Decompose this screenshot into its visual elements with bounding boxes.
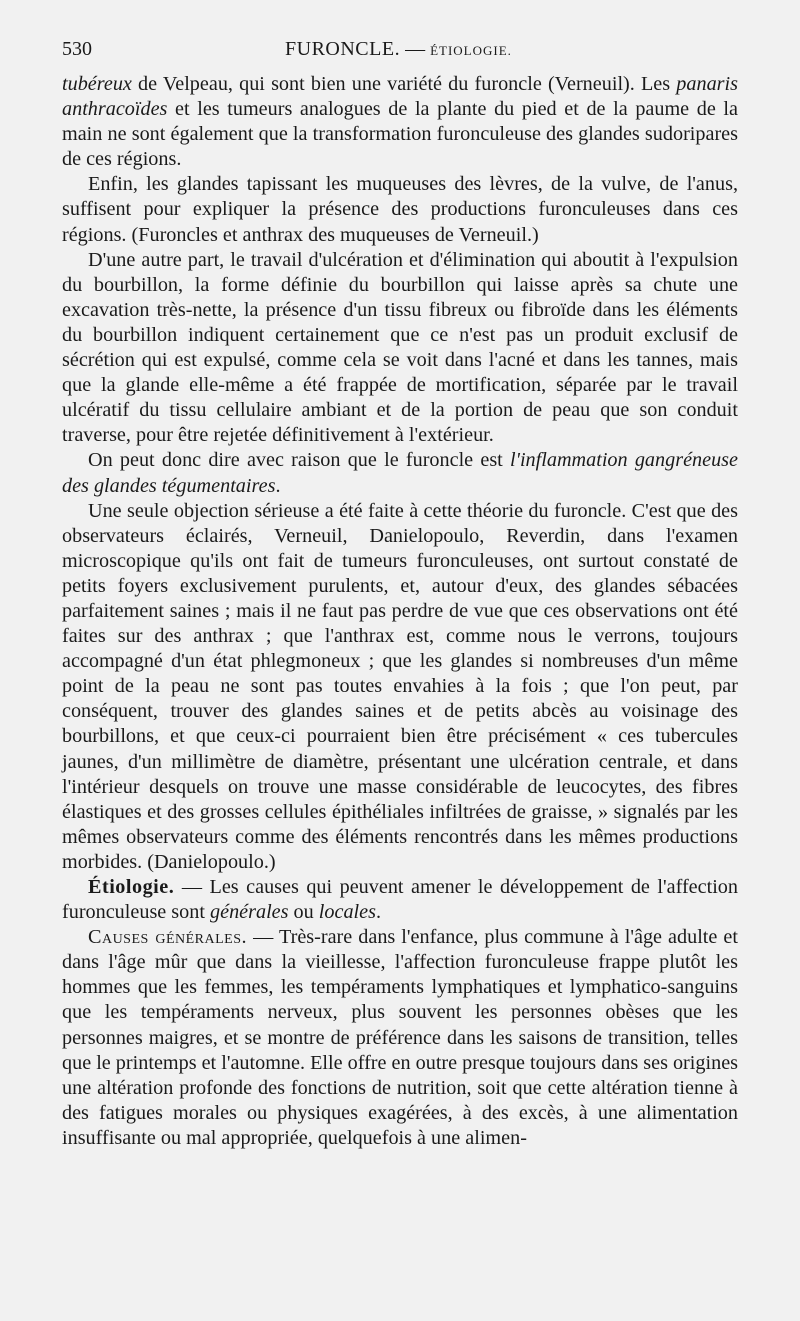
subsection-heading: Causes générales. — [88, 926, 248, 949]
paragraph — [62, 172, 738, 247]
text-run: On peut donc dire avec raison que le furoncle est — [88, 449, 511, 472]
text-run: Une seule objection sérieuse a été faite à cette théorie du furoncle. C'est que des observateurs éclairés, Verneuil, Danielopoulo, Reverdin, dans l'examen microscopique qu'ils ont fait de tumeurs furonculeuses, ont surtout constaté de petits foyers exclusivement purulents, et, autour d'eux, des glandes sébacées parfaitement saines ; mais il ne faut pas perdre de vue que ces observations ont été faites sur des anthrax ; que l'anthrax est, comme nous le verrons, toujours accompagné d'un état phlegmoneux ; que les glandes si nombreuses d'un même point de la peau ne sont pas toutes envahies à la fois ; que l'on peut, par conséquent, trouver des glandes saines et de petits abcès au voisinage des bourbillons, et que ceux-ci pourraient bien être précisément « ces tubercules jaunes, d'un millimètre de diamètre, présentant une ulcération centrale, et dans l'intérieur desquels on trouve une masse considérable de leucocytes, des fibres élastiques et des grosses cellules épithéliales infiltrées de graisse, » signalés par les mêmes observateurs comme des éléments rencontrés dans les mêmes productions morbides. (Danielopoulo.) — [62, 499, 738, 873]
italic-text: tubéreux — [62, 73, 132, 95]
page-number: 530 — [62, 38, 92, 60]
text-run: . — [375, 901, 382, 924]
text-run: — Les causes qui peuvent amener le développement de l'affection furonculeuse sont — [62, 876, 738, 924]
chapter-title: FURONCLE. — [285, 38, 401, 60]
text-run: de Velpeau, qui sont bien une variété du furoncle (Verneuil). Les — [131, 73, 677, 95]
paragraph — [62, 248, 738, 449]
body-text — [62, 72, 738, 1151]
text-run: Enfin, les glandes tapissant les muqueuses des lèvres, de la vulve, de l'anus, suffisent pour expliquer la présence des productions furonculeuses dans ces régions. (Furoncles et anthrax des muqueuses de Verneuil.) — [62, 173, 738, 246]
paragraph — [62, 448, 738, 498]
paragraph — [62, 875, 738, 925]
text-run: — Très-rare dans l'enfance, plus commune à l'âge adulte et dans l'âge mûr que dans la vieillesse, l'affection furonculeuse frappe plutôt les hommes que les femmes, les tempéraments lymphatiques et lymphatico-sanguins que les tempéraments nerveux, plus souvent les personnes obèses que les personnes maigres, et se montre de préférence dans les saisons de transition, telles que le printemps et l'automne. Elle offre en outre presque toujours dans ses origines une altération profonde des fonctions de nutrition, soit que cette altération tienne à des fatigues morales ou physiques exagérées, à des excès, à une alimentation insuffisante ou mal appropriée, quelquefois à une alimen- — [62, 926, 739, 1149]
running-title — [152, 38, 738, 61]
text-run: D'une autre part, le travail d'ulcération et d'élimination qui aboutit à l'expulsion du bourbillon, la forme définie du bourbillon qui laisse après sa chute une excavation très-nette, la présence d'un tissu fibreux ou fibroïde dans les éléments du bourbillon indiquent certainement que ce n'est pas un produit exclusif de sécrétion qui est expulsé, comme cela se voit dans l'acné et dans les tannes, mais que la glande elle-même a été frappée de mortification, séparée par le travail ulcératif du tissu cellulaire ambiant et de la portion de peau que son conduit traverse, pour être rejetée définitivement à l'extérieur. — [62, 248, 738, 447]
italic-text: l'inflammation gangréneuse des glandes tégumentaires — [62, 449, 738, 497]
italic-text: locales — [318, 901, 376, 924]
section-heading: Étiologie. — [88, 876, 175, 898]
text-run: ou — [288, 901, 319, 924]
text-run: et les tumeurs analogues de la plante du pied et de la paume de la main ne sont également que la transformation furonculeuse des glandes sudoripares de ces régions. — [62, 98, 738, 171]
paragraph — [62, 72, 738, 172]
paragraph — [62, 499, 738, 875]
title-dash: — — [400, 38, 431, 60]
section-title: ÉTIOLOGIE. — [430, 43, 512, 58]
italic-text: panaris anthracoïdes — [62, 73, 738, 121]
text-run: . — [275, 474, 281, 497]
italic-text: générales — [210, 901, 289, 924]
paragraph — [62, 925, 738, 1151]
running-head — [62, 38, 738, 72]
